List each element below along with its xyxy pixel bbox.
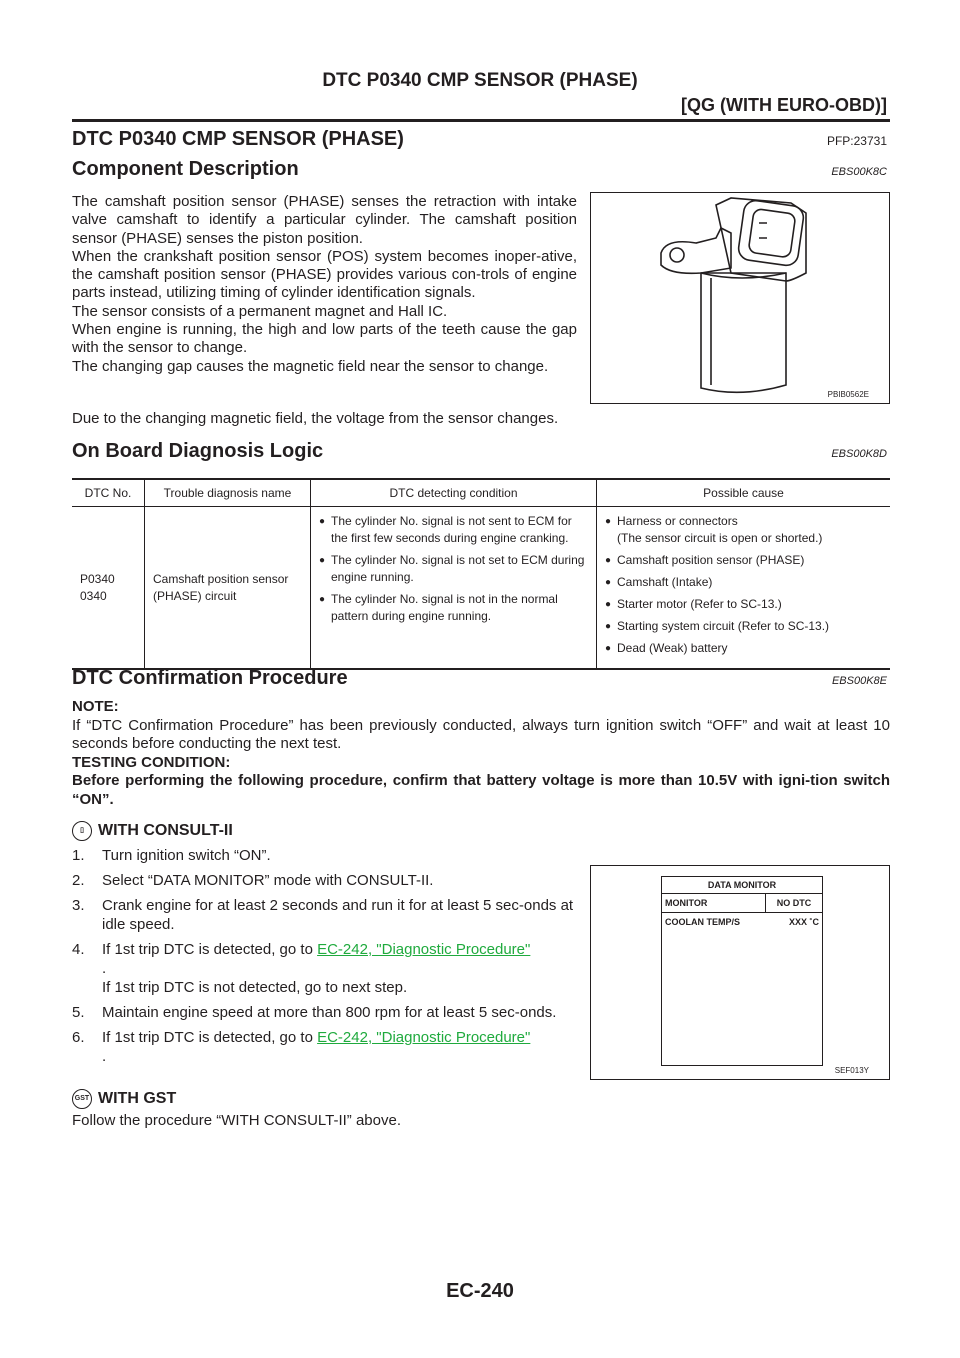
sensor-figure bbox=[590, 192, 890, 404]
step-text: . bbox=[102, 960, 107, 977]
screen-header-row bbox=[662, 894, 822, 913]
component-text bbox=[72, 193, 577, 376]
screen-row-value: XXX ˚C bbox=[788, 917, 819, 927]
diagnosis-name: Camshaft position sensor bbox=[153, 571, 289, 586]
pfp-code: PFP:23731 bbox=[826, 134, 887, 148]
cause-item bbox=[605, 513, 882, 547]
step-item: 6. If 1st trip DTC is detected, go to EC-242, "Diagnostic Procedure" . bbox=[72, 1029, 531, 1065]
component-code: EBS00K8C bbox=[831, 166, 887, 178]
condition-item: ● The cylinder No. signal is not sent to ECM for the first few seconds during engine cranking. bbox=[319, 513, 588, 547]
confirm-code: EBS00K8E bbox=[831, 675, 887, 687]
step-text: If 1st trip DTC is detected, go to bbox=[102, 1029, 318, 1046]
header-subtitle: [QG (WITH EURO-OBD)] bbox=[681, 95, 887, 115]
diagnosis-name-2: (PHASE) circuit bbox=[153, 588, 237, 603]
step-item: 1. Turn ignition switch “ON”. bbox=[72, 847, 271, 864]
component-line: The changing gap causes the magnetic field near the sensor to change. bbox=[72, 357, 549, 375]
cause-cell bbox=[597, 507, 891, 670]
step-text: If 1st trip DTC is detected, go to bbox=[102, 941, 318, 958]
diagnostic-procedure-link[interactable]: EC-242, "Diagnostic Procedure" bbox=[317, 1029, 531, 1046]
screen-monitor-col: MONITOR bbox=[662, 894, 766, 912]
cause-item: ● Camshaft (Intake) bbox=[605, 574, 882, 591]
column-header: Possible cause bbox=[597, 479, 891, 507]
note-label: NOTE: bbox=[72, 698, 119, 715]
consult-icon: ▯ bbox=[72, 821, 92, 841]
step-text: If 1st trip DTC is not detected, go to next step. bbox=[102, 979, 408, 996]
component-last-line: Due to the changing magnetic field, the voltage from the sensor changes. bbox=[72, 410, 559, 427]
step-item: 4. If 1st trip DTC is detected, go to EC-242, "Diagnostic Procedure" . If 1st trip DTC is not detected, go to next step. bbox=[72, 941, 531, 996]
condition-item: ● The cylinder No. signal is not in the normal pattern during engine running. bbox=[319, 591, 588, 625]
step-text: . bbox=[102, 1048, 107, 1065]
steps-list bbox=[72, 846, 577, 1072]
dtc-no-cell bbox=[72, 507, 145, 670]
consult-label: WITH CONSULT-II bbox=[98, 822, 233, 840]
screen-row-label: COOLAN TEMP/S bbox=[665, 917, 741, 927]
sensor-figure-label: PBIB0562E bbox=[827, 390, 869, 399]
dtc-no-alt: 0340 bbox=[80, 588, 107, 603]
confirm-heading: DTC Confirmation Procedure bbox=[72, 667, 348, 689]
step-item: 5. Maintain engine speed at more than 800 rpm for at least 5 sec-onds. bbox=[72, 1004, 557, 1021]
step-item: 3. Crank engine for at least 2 seconds and run it for at least 5 sec-onds at idle speed. bbox=[72, 897, 574, 933]
dtc-no: P0340 bbox=[80, 571, 115, 586]
note-text: If “DTC Confirmation Procedure” has been previously conducted, always turn ignition switch “OFF” and wait at least 10 seconds before conducting the next test. bbox=[72, 716, 890, 752]
testing-label: TESTING CONDITION: bbox=[72, 753, 231, 771]
component-line: The camshaft position sensor (PHASE) senses the retraction with intake valve camshaft to identify a particular cylinder. The camshaft position sensor (PHASE) senses the piston position. bbox=[72, 193, 577, 247]
cause-item: ● Starting system circuit (Refer to SC-13.) bbox=[605, 618, 882, 635]
table-row bbox=[72, 507, 890, 670]
diagnostic-procedure-link[interactable]: EC-242, "Diagnostic Procedure" bbox=[317, 941, 531, 958]
obd-code: EBS00K8D bbox=[831, 448, 887, 460]
camshaft-sensor-illustration bbox=[591, 193, 889, 403]
table-header-row bbox=[72, 479, 890, 507]
cause-subtext: (The sensor circuit is open or shorted.) bbox=[617, 531, 823, 545]
diagnosis-table bbox=[72, 478, 890, 670]
diagnosis-name-cell bbox=[145, 507, 311, 670]
component-heading: Component Description bbox=[72, 158, 299, 180]
data-monitor-screen bbox=[661, 876, 823, 1066]
condition-item: ● The cylinder No. signal is not set to ECM during engine running. bbox=[319, 552, 588, 586]
note-block bbox=[72, 698, 890, 809]
cause-item: ● Camshaft position sensor (PHASE) bbox=[605, 552, 882, 569]
section-title: DTC P0340 CMP SENSOR (PHASE) bbox=[72, 128, 404, 150]
step-item: 2. Select “DATA MONITOR” mode with CONSULT-II. bbox=[72, 872, 434, 889]
step-text: Crank engine for at least 2 seconds and run it for at least 5 sec-onds at idle speed. bbox=[102, 897, 574, 933]
obd-heading: On Board Diagnosis Logic bbox=[72, 440, 324, 462]
header-title: DTC P0340 CMP SENSOR (PHASE) bbox=[322, 70, 638, 91]
step-text: Turn ignition switch “ON”. bbox=[102, 847, 271, 864]
column-header: DTC No. bbox=[72, 479, 145, 507]
column-header: Trouble diagnosis name bbox=[145, 479, 311, 507]
component-line: When the crankshaft position sensor (POS) system becomes inoper-ative, the camshaft position sensor (PHASE) provides various con-trols of engine parts instead, utilizing timing of cylinder identification signals. bbox=[72, 247, 577, 302]
header-rule bbox=[72, 119, 890, 122]
monitor-figure-label: SEF013Y bbox=[834, 1066, 869, 1075]
testing-text: Before performing the following procedure, confirm that battery voltage is more than 10.5V with igni-tion switch “ON”. bbox=[72, 772, 890, 808]
page-number: EC-240 bbox=[446, 1280, 514, 1302]
cause-item: ● Dead (Weak) battery bbox=[605, 640, 882, 657]
consult-mode-heading bbox=[72, 821, 233, 841]
gst-label: WITH GST bbox=[98, 1090, 177, 1108]
condition-cell bbox=[311, 507, 597, 670]
gst-text: Follow the procedure “WITH CONSULT-II” above. bbox=[72, 1112, 401, 1129]
cause-text: Harness or connectors bbox=[617, 514, 738, 528]
column-header: DTC detecting condition bbox=[311, 479, 597, 507]
step-text: Select “DATA MONITOR” mode with CONSULT-II. bbox=[102, 872, 434, 889]
component-line: When engine is running, the high and low parts of the teeth cause the gap with the sensor to change. bbox=[72, 321, 577, 357]
screen-nodtc-col: NO DTC bbox=[776, 898, 812, 908]
screen-data-row bbox=[662, 913, 822, 931]
cause-item: ● Starter motor (Refer to SC-13.) bbox=[605, 596, 882, 613]
step-text: Maintain engine speed at more than 800 rpm for at least 5 sec-onds. bbox=[102, 1004, 557, 1021]
gst-mode-heading bbox=[72, 1089, 176, 1109]
data-monitor-figure bbox=[590, 865, 890, 1080]
gst-icon: GST bbox=[72, 1089, 92, 1109]
component-line: The sensor consists of a permanent magnet and Hall IC. bbox=[72, 302, 448, 320]
screen-title: DATA MONITOR bbox=[662, 877, 822, 894]
